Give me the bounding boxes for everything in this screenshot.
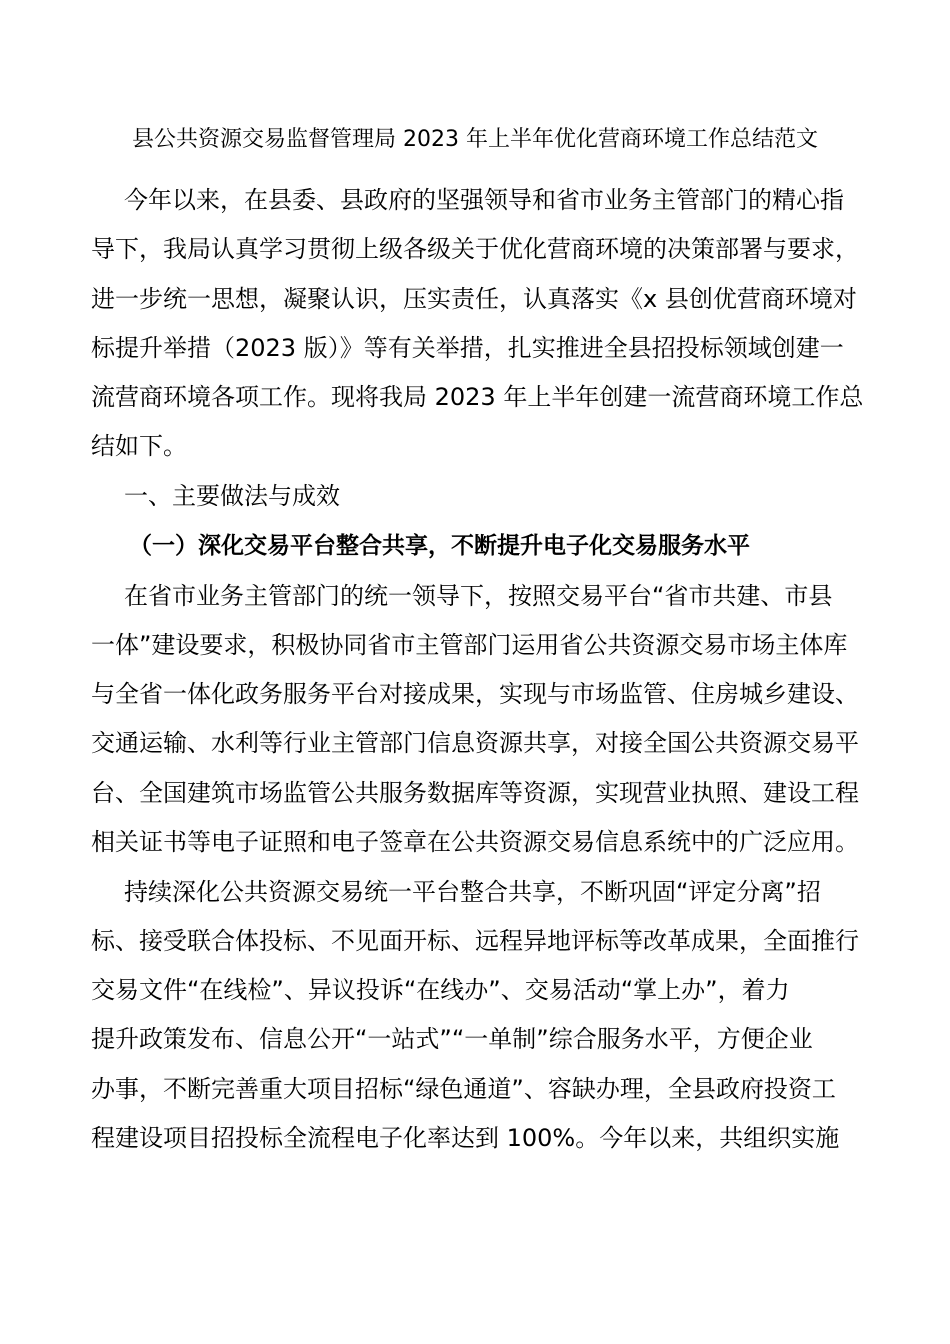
paragraph2-line-5: 办事，不断完善重大项目招标“绿色通道”、容缺办理，全县政府投资工 — [91, 1075, 836, 1103]
intro-line-1: 今年以来，在县委、县政府的坚强领导和省市业务主管部门的精心指 — [124, 186, 844, 214]
section-heading-main-practices: 一、主要做法与成效 — [124, 482, 340, 510]
paragraph2-line-3: 交易文件“在线检”、异议投诉“在线办”、交易活动“掌上办”，着力 — [91, 976, 790, 1004]
intro-line-3: 进一步统一思想，凝聚认识，压实责任，认真落实《x 县创优营商环境对 — [91, 285, 857, 313]
intro-line-5: 流营商环境各项工作。现将我局 2023 年上半年创建一流营商环境工作总 — [91, 383, 864, 411]
paragraph2-line-6: 程建设项目招投标全流程电子化率达到 100%。今年以来，共组织实施 — [91, 1124, 840, 1152]
paragraph1-line-5: 台、全国建筑市场监管公共服务数据库等资源，实现营业执照、建设工程 — [91, 779, 859, 807]
paragraph2-line-2: 标、接受联合体投标、不见面开标、远程异地评标等改革成果，全面推行 — [91, 927, 859, 955]
paragraph1-line-2: 一体”建设要求，积极协同省市主管部门运用省公共资源交易市场主体库 — [91, 631, 848, 659]
subsection-heading-platform-integration: （一）深化交易平台整合共享，不断提升电子化交易服务水平 — [129, 533, 750, 559]
paragraph1-line-1: 在省市业务主管部门的统一领导下，按照交易平台“省市共建、市县 — [124, 582, 833, 610]
intro-line-4: 标提升举措（2023 版）》等有关举措，扎实推进全县招投标领域创建一 — [91, 334, 844, 362]
paragraph1-line-4: 交通运输、水利等行业主管部门信息资源共享，对接全国公共资源交易平 — [91, 729, 859, 757]
intro-line-2: 导下，我局认真学习贯彻上级各级关于优化营商环境的决策部署与要求， — [91, 235, 859, 263]
intro-line-6: 结如下。 — [91, 432, 187, 460]
paragraph2-line-4: 提升政策发布、信息公开“一站式”“一单制”综合服务水平，方便企业 — [91, 1025, 813, 1053]
paragraph1-line-6: 相关证书等电子证照和电子签章在公共资源交易信息系统中的广泛应用。 — [91, 828, 859, 856]
document-title: 县公共资源交易监督管理局 2023 年上半年优化营商环境工作总结范文 — [132, 127, 818, 152]
paragraph2-line-1: 持续深化公共资源交易统一平台整合共享，不断巩固“评定分离”招 — [124, 878, 821, 906]
paragraph1-line-3: 与全省一体化政务服务平台对接成果，实现与市场监管、住房城乡建设、 — [91, 680, 859, 708]
